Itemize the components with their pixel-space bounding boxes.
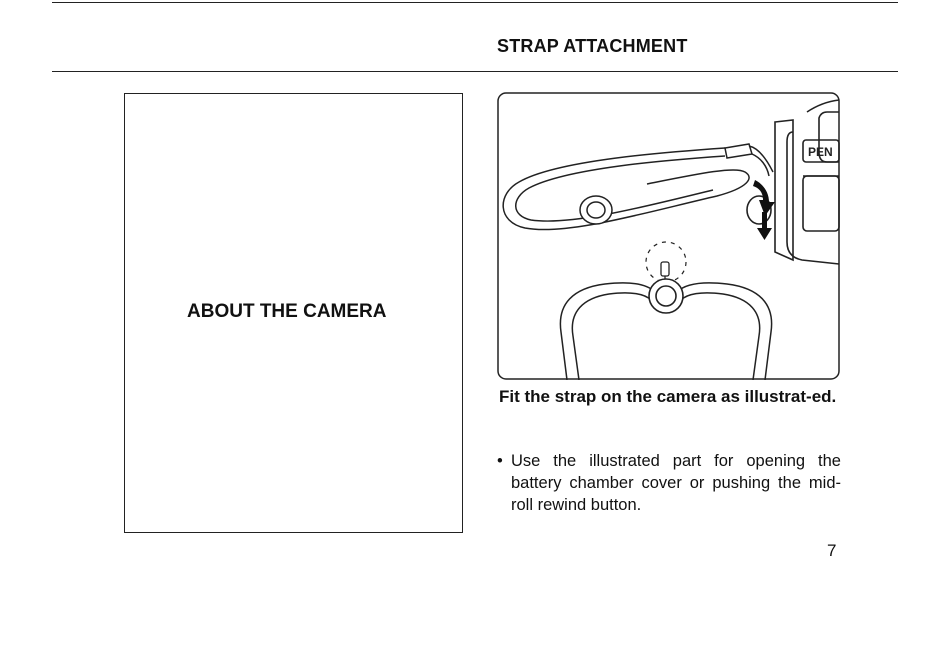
camera-brand-label: PEN [808,145,833,159]
bullet-text: Use the illustrated part for opening the battery chamber cover or pushing the mid-roll rewind button. [511,452,841,514]
header-rule [52,71,898,72]
strap-cap-lower [649,279,683,313]
instruction-text: Fit the strap on the camera as illustrat-ed. [499,387,837,406]
bullet-item [497,450,841,516]
top-rule [52,2,898,3]
about-camera-title: ABOUT THE CAMERA [187,301,387,322]
strap-illustration [497,92,840,380]
strap-cap-upper [580,196,612,224]
section-title: STRAP ATTACHMENT [497,36,688,56]
bullet-symbol: • [497,452,503,470]
page-number: 7 [827,541,837,560]
